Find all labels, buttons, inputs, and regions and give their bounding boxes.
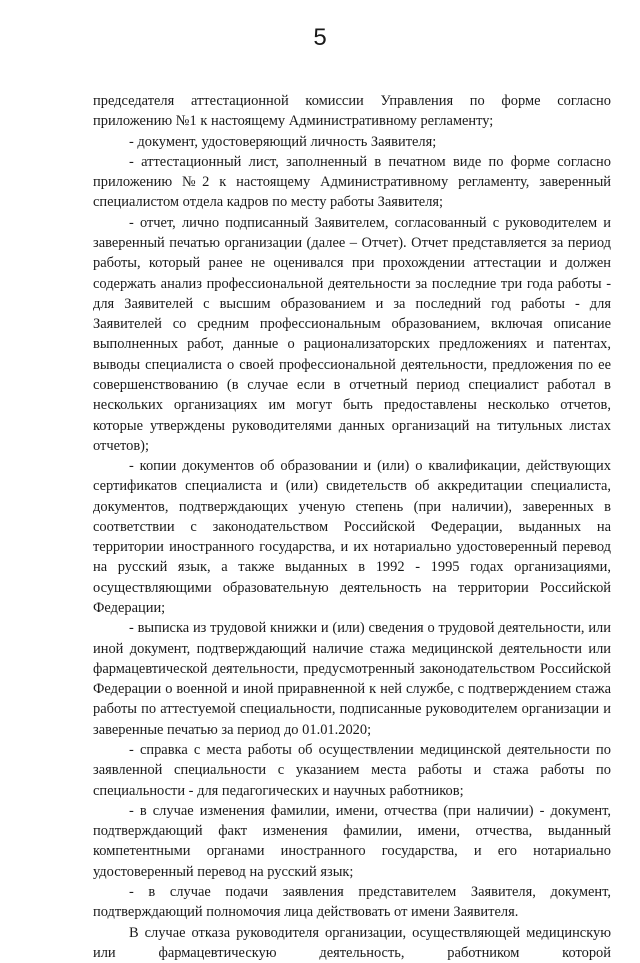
text-line: заявленной специальности с указанием места работы и стажа работы по xyxy=(93,762,611,779)
text-line: компетентными органами иностранного государства, и его нотариально xyxy=(93,843,611,860)
text-line: должен содержать анализ профессиональной деятельности за последние три xyxy=(93,255,611,292)
text-line: предложения по ее совершенствованию (в случае если в отчетный период xyxy=(93,356,611,393)
text-line: несколько отчетов, которые утверждены руководителями данных организаций xyxy=(93,397,611,434)
text-line: председателя аттестационной комиссии Управления по форме согласно xyxy=(93,93,611,109)
text-line: удостоверенный перевод на русский язык, а также выданных в 1992 - 1995 xyxy=(93,539,611,576)
text-line: территории Российской Федерации; xyxy=(93,579,612,617)
text-line: - в случае изменения фамилии, имени, отчества (при наличии) - документ, xyxy=(129,802,611,819)
text-line: ней службе, с подтверждением стажа работы по аттестуемой специальности, xyxy=(93,681,611,718)
paragraph xyxy=(93,213,611,456)
text-line: период работы, который ранее не оценивался при прохождении аттестации и xyxy=(93,234,611,272)
text-line: - в случае подачи заявления представителем Заявителя, документ, xyxy=(129,883,611,900)
text-line: или иной документ, подтверждающий наличие стажа медицинской xyxy=(93,620,611,657)
text-line: удостоверенный перевод на русский язык; xyxy=(93,863,354,880)
text-line: - отчет, лично подписанный Заявителем, согласованный с руководителем xyxy=(129,214,598,231)
paragraph xyxy=(93,923,611,963)
text-line: медицинскую или фармацевтическую деятельность, работником которой xyxy=(93,924,612,961)
text-line: - выписка из трудовой книжки и (или) сведения о трудовой деятельности, xyxy=(129,620,585,637)
text-line: действующих сертификатов специалиста и (или) свидетельств об аккредитации xyxy=(93,458,611,495)
text-line: заверенных в соответствии с законодательством Российской Федерации, xyxy=(93,498,611,535)
text-line: подтверждающий факт изменения фамилии, имени, отчества, выданный xyxy=(93,823,611,840)
text-line: года работы - для Заявителей с высшим образованием и за последний год xyxy=(93,275,612,312)
paragraph xyxy=(93,132,611,152)
paragraph xyxy=(93,740,611,801)
paragraph xyxy=(93,152,611,213)
paragraph xyxy=(93,618,611,740)
text-line: подписанные руководителем организации и заверенные печатью за период до xyxy=(93,701,611,738)
text-line: подтверждающий полномочия лица действовать от имени Заявителя. xyxy=(93,904,519,921)
paragraph xyxy=(93,91,611,132)
text-line: работы - для Заявителей со средним профессиональным образованием, включая xyxy=(93,295,611,333)
text-line: описание выполненных работ, данные о рационализаторских предложениях и xyxy=(93,316,612,353)
text-line: 01.01.2020; xyxy=(302,721,372,738)
text-line: и заверенный печатью организации (далее – Отчет). Отчет представляется за xyxy=(93,214,611,251)
document-body xyxy=(93,91,611,963)
text-line: на титульных листах отчетов); xyxy=(93,417,612,454)
text-line: В случае отказа руководителя организации, осуществляющей xyxy=(129,924,521,941)
text-line: приложению №1 к настоящему Административному регламенту; xyxy=(93,113,494,130)
paragraph xyxy=(93,456,611,618)
text-line: законодательством Российской Федерации о военной и иной приравненной к xyxy=(93,660,611,698)
text-line: - документ, удостоверяющий личность Заявителя; xyxy=(129,133,437,150)
text-line: специальности - для педагогических и научных работников; xyxy=(93,782,464,799)
text-line: патентах, выводы специалиста о своей профессиональной деятельности, xyxy=(93,336,611,373)
text-line: приложению №2 к настоящему Административному регламенту, заверенный xyxy=(93,174,611,191)
page-number: 5 xyxy=(313,24,327,51)
text-line: специалистом отдела кадров по месту работы Заявителя; xyxy=(93,194,444,211)
text-line: выданных на территории иностранного государства, и их нотариально xyxy=(93,518,612,556)
text-line: годах организациями, осуществляющими образовательную деятельность на xyxy=(93,559,612,596)
text-line: - справка с места работы об осуществлении медицинской деятельности по xyxy=(129,742,611,758)
paragraph xyxy=(93,801,611,882)
text-line: деятельности или фармацевтической деятельности, предусмотренный xyxy=(93,640,612,677)
text-line: специалиста, документов, подтверждающих ученую степень (при наличии), xyxy=(93,478,611,515)
text-line: - копии документов об образовании и (или) о квалификации, xyxy=(129,458,521,475)
text-line: - аттестационный лист, заполненный в печатном виде по форме согласно xyxy=(129,153,611,170)
text-line: специалист работал в нескольких организациях им могут быть предоставлены xyxy=(93,376,611,414)
paragraph xyxy=(93,882,611,923)
